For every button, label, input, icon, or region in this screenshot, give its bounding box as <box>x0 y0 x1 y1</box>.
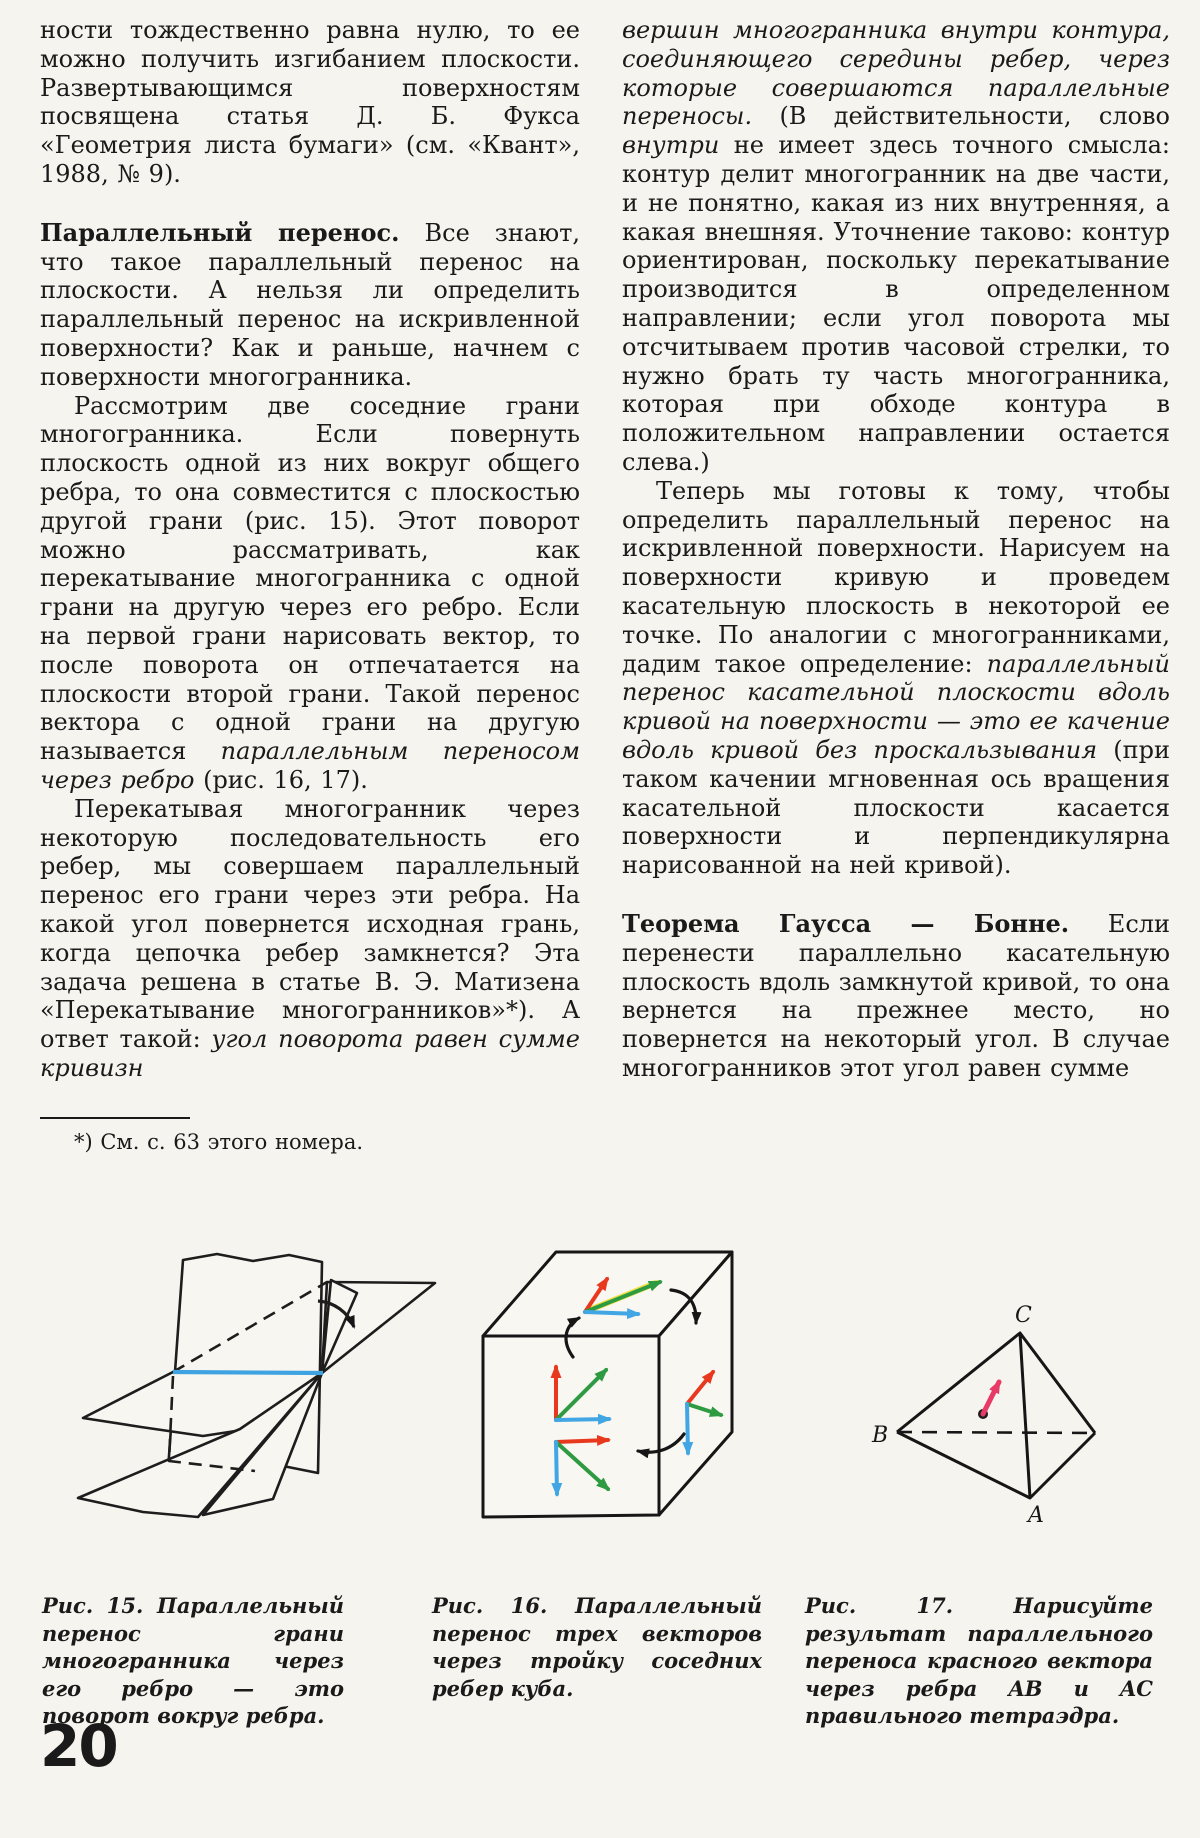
footnote-rule <box>40 1117 190 1119</box>
paragraph <box>622 477 1170 880</box>
term-italic: параллельный перенос касательной плоскости вдоль кривой на поверхности — это ее качение вдоль кривой без проскальзывания <box>622 649 1170 764</box>
section-parallel-transfer <box>40 219 580 392</box>
vertex-label-b: B <box>872 1423 889 1448</box>
paragraph-text: не имеет здесь точного смысла: контур делит многогранник на две части, и не понятно, какая из них внутренняя, а какая внешняя. Уточнение таково: контур ориентирован, поскольку перекатывание производится в определенном направлении; если угол поворота мы отсчитываем против часовой стрелки, то нужно брать ту часть многогранника, которая при обходе контура в положительном направлении остается слева.) <box>622 131 1170 476</box>
section-heading: Теорема Гаусса — Бонне. <box>622 908 1070 938</box>
paragraph-text: Если перенести параллельно касательную плоскость вдоль замкнутой кривой, то она вернется на прежнее место, но повернется на некоторый угол. В случае многогранников этот угол равен сумме <box>622 909 1170 1082</box>
page-number: 20 <box>40 1712 117 1780</box>
footnote <box>40 1117 580 1155</box>
paragraph-continuation <box>40 16 580 189</box>
figure-17-tetrahedron-drawing <box>860 1300 1180 1580</box>
red-vector <box>983 1382 999 1414</box>
term-italic: угол поворота равен сумме кривизн <box>40 1025 580 1082</box>
cube-front-face <box>483 1336 659 1517</box>
figure-16-cube-drawing <box>400 1240 800 1590</box>
paragraph-text: ности тождественно равна нулю, то ее можно получить изгибанием плоскости. Развертывающимся поверхностям посвящена статья Д. Б. Фукса «Геометрия листа бумаги» (см. «Квант», 1988, № 9). <box>40 16 580 188</box>
paragraph-text: (при таком качении мгновенная ось вращения касательной плоскости касается поверхности и перпендикулярна нарисованной на ней кривой). <box>622 735 1170 880</box>
figure-16-caption: Рис. 16. Параллельный перенос трех векторов через тройку соседних ребер куба. <box>432 1593 762 1701</box>
front-lower-blue-vector <box>556 1442 557 1494</box>
figure-15-caption: Рис. 15. Параллельный перенос грани многогранника через его ребро — это поворот вокруг ребра. <box>42 1593 344 1728</box>
front-upper-blue-vector <box>556 1419 609 1420</box>
column-left <box>40 16 580 1155</box>
tetrahedron-hidden-edge <box>897 1432 1095 1433</box>
paragraph-text: (рис. 16, 17). <box>194 765 368 794</box>
paragraph-text: Все знают, что такое параллельный перенос на плоскости. А нельзя ли определить параллельный перенос на искривленной поверхности? Как и раньше, начнем с поверхности многогранника. <box>40 218 580 391</box>
term-italic: параллельным переносом через ребро <box>40 737 580 794</box>
term-italic: внутри <box>622 131 720 160</box>
paragraph-continuation <box>622 16 1170 477</box>
figure-15-planes-drawing <box>55 1235 445 1565</box>
section-heading: Параллельный перенос. <box>40 217 400 247</box>
figure-17-caption: Рис. 17. Нарисуйте результат параллельного переноса красного вектора через ребра AB и AC правильного тетраэдра. <box>805 1593 1153 1728</box>
term-italic: вершин многогранника внутри контура, соединяющего середины ребер, через которые совершаются параллельные переносы. <box>622 16 1170 131</box>
top-blue-vector <box>585 1312 638 1314</box>
right-blue-vector <box>687 1404 688 1453</box>
vertex-label-a: A <box>1028 1503 1044 1528</box>
tetrahedron-solid-edges <box>897 1333 1095 1498</box>
paragraph-text: Теперь мы готовы к тому, чтобы определить параллельный перенос на искривленной поверхности. Нарисуем на поверхности кривую и проведем касательную плоскость в некоторой ее точке. По аналогии с многогранниками, дадим такое определение: <box>622 476 1170 678</box>
paragraph-text: Перекатывая многогранник через некоторую последовательность его ребер, мы совершаем параллельный перенос его грани через эти ребра. На какой угол повернется исходная грань, когда цепочка ребер замкнется? Эта задача решена в статье В. Э. Матизена «Перекатывание многогранников»*). А ответ такой: <box>40 794 580 1054</box>
paragraph-text: (В действительности, слово <box>752 102 1170 131</box>
common-edge-highlight <box>173 1372 323 1373</box>
paragraph <box>40 795 580 1083</box>
vertex-label-c: C <box>1015 1303 1032 1328</box>
column-right <box>622 16 1170 1083</box>
footnote-text: *) См. с. 63 этого номера. <box>74 1129 364 1154</box>
front-lower-red-vector <box>556 1440 608 1442</box>
section-gauss-bonnet <box>622 910 1170 1083</box>
paragraph-text: Рассмотрим две соседние грани многогранника. Если повернуть плоскость одной из них вокруг общего ребра, то она совместится с плоскостью другой грани (рис. 15). Этот поворот можно рассматривать, как перекатывание многогранника с одной грани на другую через его ребро. Если на первой грани нарисовать вектор, то после поворота он отпечатается на плоскости второй грани. Такой перенос вектора с одной грани на другую называется <box>40 391 580 766</box>
paragraph <box>40 392 580 795</box>
